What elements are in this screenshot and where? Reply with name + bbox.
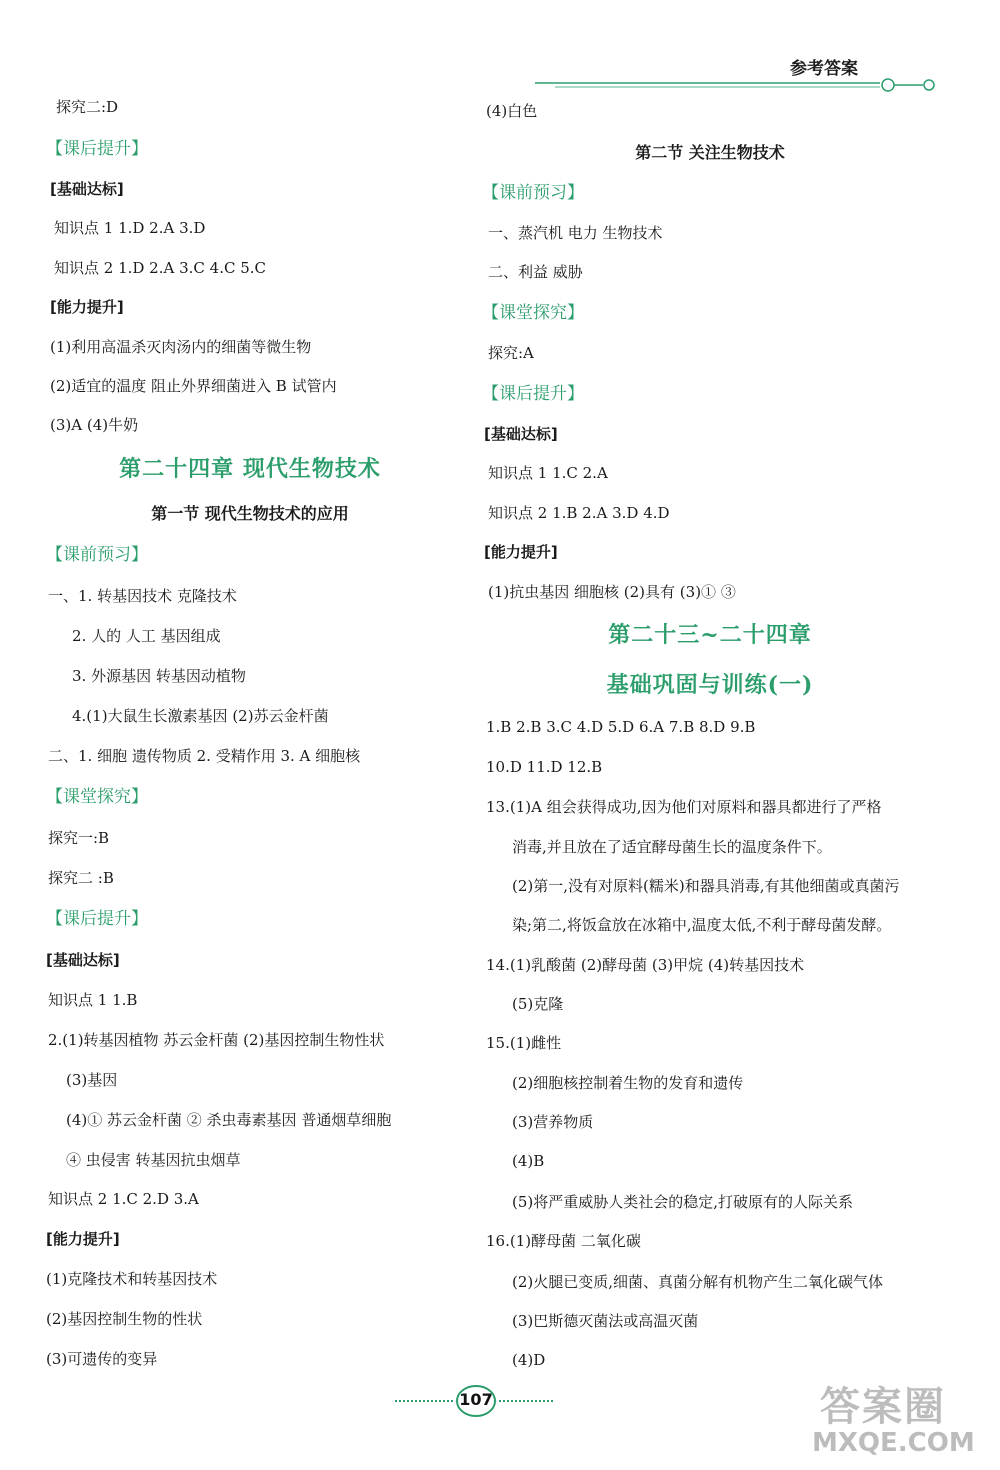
answer-line: 10.D 11.D 12.B (486, 758, 603, 776)
answer-line: 知识点 1 1.C 2.A (488, 464, 608, 482)
chapter-title: 第二十四章 现代生物技术 (119, 456, 381, 482)
answer-line: (2)适宜的温度 阻止外界细菌进入 B 试管内 (50, 377, 337, 395)
answer-line: 探究一:B (48, 829, 110, 847)
answer-line: 二、1. 细胞 遗传物质 2. 受精作用 3. A 细胞核 (48, 747, 361, 765)
answer-line: (4)白色 (486, 102, 538, 120)
answer-line: 一、蒸汽机 电力 生物技术 (488, 224, 663, 242)
header-ornament (535, 76, 945, 96)
answer-line: 知识点 1 1.D 2.A 3.D (54, 219, 206, 237)
answer-line: 二、利益 威胁 (488, 263, 583, 281)
answer-line: 3. 外源基因 转基因动植物 (72, 667, 246, 685)
section-tag: 【课堂探究】 (46, 787, 148, 807)
section-tag: 【课后提升】 (482, 384, 584, 404)
answer-line: (2)细胞核控制着生物的发育和遗传 (512, 1074, 744, 1092)
page-number-badge (455, 1384, 497, 1418)
answer-line: (3)营养物质 (512, 1113, 594, 1131)
answer-line: 14.(1)乳酸菌 (2)酵母菌 (3)甲烷 (4)转基因技术 (486, 956, 805, 974)
answer-line: (2)火腿已变质,细菌、真菌分解有机物产生二氧化碳气体 (512, 1273, 884, 1291)
answer-line: (1)抗虫基因 细胞核 (2)具有 (3)① ③ (488, 583, 736, 601)
answer-line: (4)B (512, 1152, 545, 1170)
answer-line: 一、1. 转基因技术 克隆技术 (48, 587, 237, 605)
answer-line: 知识点 2 1.D 2.A 3.C 4.C 5.C (54, 259, 266, 277)
answer-line: 消毒,并且放在了适宜酵母菌生长的温度条件下。 (512, 838, 832, 856)
answer-line: 13.(1)A 组会获得成功,因为他们对原料和器具都进行了严格 (486, 798, 882, 816)
watermark-logo: 答案圈 (820, 1384, 946, 1430)
answer-line: 知识点 1 1.B (48, 991, 138, 1009)
answer-line: ④ 虫侵害 转基因抗虫烟草 (66, 1151, 241, 1169)
answer-line: 染;第二,将饭盒放在冰箱中,温度太低,不利于酵母菌发酵。 (512, 916, 892, 934)
answer-line: 知识点 2 1.C 2.D 3.A (48, 1190, 199, 1208)
answer-line: 知识点 2 1.B 2.A 3.D 4.D (488, 504, 670, 522)
answer-line: 16.(1)酵母菌 二氧化碳 (486, 1232, 641, 1250)
answer-line: (3)巴斯德灭菌法或高温灭菌 (512, 1312, 699, 1330)
subsection-label: [基础达标] (50, 180, 124, 198)
answer-line: 1.B 2.B 3.C 4.D 5.D 6.A 7.B 8.D 9.B (486, 718, 756, 736)
answer-line: (3)A (4)牛奶 (50, 416, 139, 434)
chapter-title: 第二十三~二十四章 (608, 622, 812, 648)
answer-line: 2. 人的 人工 基因组成 (72, 627, 221, 645)
watermark-site: MXQE.COM (812, 1428, 975, 1458)
subsection-label: [能力提升] (484, 543, 558, 561)
answer-line: 2.(1)转基因植物 苏云金杆菌 (2)基因控制生物性状 (48, 1031, 385, 1049)
page-number: 107 (459, 1390, 493, 1409)
section-tag: 【课后提升】 (46, 139, 148, 159)
answer-line: 15.(1)雌性 (486, 1034, 562, 1052)
answer-line: (4)① 苏云金杆菌 ② 杀虫毒素基因 普通烟草细胞 (66, 1111, 392, 1129)
section-tag: 【课后提升】 (46, 909, 148, 929)
answer-line: 4.(1)大鼠生长激素基因 (2)苏云金杆菌 (72, 707, 329, 725)
answer-line: (5)克隆 (512, 995, 564, 1013)
answer-line: (1)克隆技术和转基因技术 (46, 1270, 218, 1288)
answer-line: (3)基因 (66, 1071, 118, 1089)
subsection-label: [基础达标] (484, 425, 558, 443)
answer-line: (4)D (512, 1351, 546, 1369)
subsection-label: [能力提升] (50, 298, 124, 316)
answer-line: 探究二 :B (48, 869, 114, 887)
answer-line: 探究二:D (56, 98, 119, 116)
header-title: 参考答案 (790, 59, 858, 79)
answer-line: (5)将严重威胁人类社会的稳定,打破原有的人际关系 (512, 1193, 854, 1211)
answer-line: (3)可遗传的变异 (46, 1350, 158, 1368)
section-title: 第一节 现代生物技术的应用 (151, 504, 349, 523)
answer-line: 探究:A (488, 344, 534, 362)
section-tag: 【课堂探究】 (482, 303, 584, 323)
answer-line: (2)基因控制生物的性状 (46, 1310, 203, 1328)
section-title: 第二节 关注生物技术 (635, 143, 785, 162)
answer-line: (2)第一,没有对原料(糯米)和器具消毒,有其他细菌或真菌污 (512, 877, 900, 895)
section-tag: 【课前预习】 (482, 183, 584, 203)
chapter-subtitle: 基础巩固与训练(一) (606, 672, 814, 698)
answer-line: (1)利用高温杀灭肉汤内的细菌等微生物 (50, 338, 312, 356)
subsection-label: [基础达标] (46, 951, 120, 969)
subsection-label: [能力提升] (46, 1230, 120, 1248)
section-tag: 【课前预习】 (46, 545, 148, 565)
